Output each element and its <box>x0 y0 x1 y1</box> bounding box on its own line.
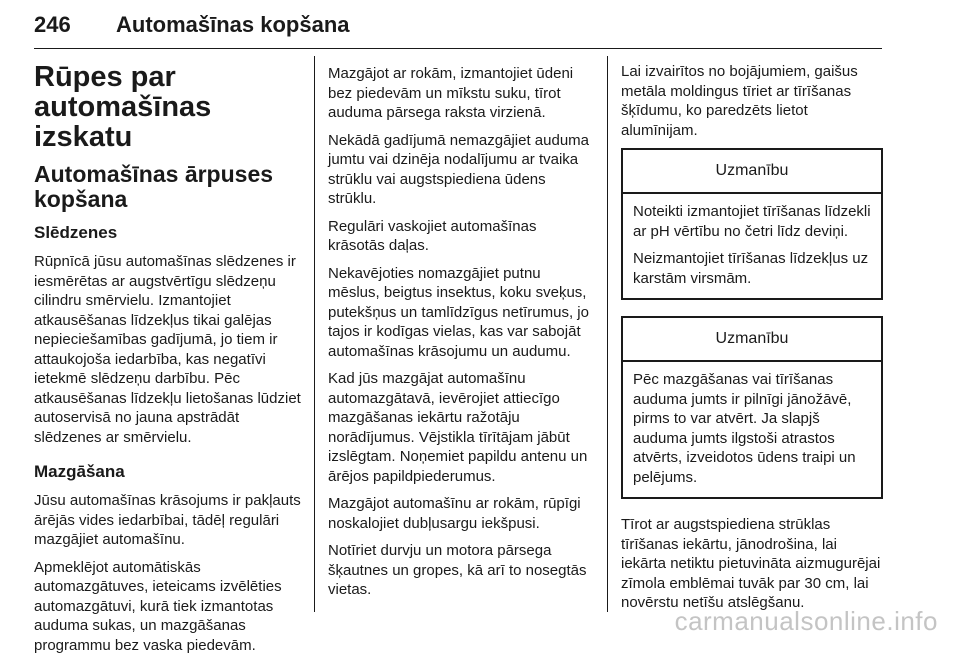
paragraph: Tīrot ar augstspiediena strūklas tīrīšanas iekārtu, jānodrošina, lai iekārta netiktu pietuvināta aizmugurējai zīmola emblēmai tuvāk par 30 cm, lai novērstu netīšu atslēgšanu. <box>621 516 881 611</box>
paragraph: Notīriet durvju un motora pārsega šķautnes un gropes, kā arī to nosegtās vietas. <box>328 542 587 598</box>
paragraph: Nekavējoties nomazgājiet putnu mēslus, beigtus insektus, koku sveķus, putekšņus un tamlīdzīgus netīrumus, jo tajos ir kodīgas vielas, kas var sabojāt automašīnas krāsojumu un audumu. <box>328 264 589 360</box>
section-title: Automašīnas ārpuses kopšana <box>34 161 274 212</box>
notice-body <box>623 194 881 298</box>
notice-box-2 <box>621 316 883 499</box>
column-divider-2 <box>607 56 608 612</box>
paragraph: Regulāri vaskojiet automašīnas krāsotās daļas. <box>328 217 537 254</box>
column-1 <box>34 62 304 663</box>
column-divider-1 <box>314 56 315 612</box>
paragraph: Lai izvairītos no bojājumiem, gaišus metāla moldingus tīriet ar tīrīšanas šķīdumu, ko paredzēts lietot alumīnijam. <box>621 63 858 139</box>
paragraph: Rūpnīcā jūsu automašīnas slēdzenes ir iesmērētas ar augstvērtīgu slēdzeņu cilindru smērvielu. Izmantojiet atkausēšanas līdzekļus tikai galējas nepieciešamības gadījumā, jo tiem ir attaukojoša iedarbība, kas negatīvi ietekmē slēdzeņu darbību. Pēc atkausēšanas līdzekļu lietošanas lūdziet autoservisā no jauna apstrādāt slēdzenes ar smērvielu. <box>34 253 301 446</box>
notice-title: Uzmanību <box>623 318 881 362</box>
running-title: Automašīnas kopšana <box>116 12 350 37</box>
paragraph: Kad jūs mazgājat automašīnu automazgātavā, ievērojiet attiecīgo mazgāšanas iekārtu ražotāju norādījumus. Vējstikla tīrītājam jābūt izslēgtam. Noņemiet papildu antenu un ārējos papildpiederumus. <box>328 370 588 485</box>
paragraph: Mazgājot automašīnu ar rokām, rūpīgi noskalojiet dubļusargu iekšpusi. <box>328 495 581 532</box>
subheading-locks: Slēdzenes <box>34 223 118 242</box>
column-2 <box>328 62 594 608</box>
paragraph: Apmeklējot automātiskās automazgātuves, ieteicams izvēlēties automazgātuvi, kurā tiek izmantotas auduma sukas, un mazgāšanas programmu bez vaska piedevām. <box>34 558 282 654</box>
page-header <box>34 8 882 49</box>
notice-box-1 <box>621 148 883 300</box>
notice-text: Neizmantojiet tīrīšanas līdzekļus uz karstām virsmām. <box>633 250 869 287</box>
notice-text: Noteikti izmantojiet tīrīšanas līdzekli ar pH vērtību no četri līdz deviņi. <box>633 203 871 240</box>
notice-body <box>623 362 881 497</box>
watermark: carmanualsonline.info <box>674 606 938 636</box>
paragraph: Jūsu automašīnas krāsojums ir pakļauts ārējās vides iedarbībai, tādēļ regulāri mazgājiet automašīnu. <box>34 492 301 548</box>
subheading-washing: Mazgāšana <box>34 462 125 481</box>
page-number: 246 <box>34 12 71 37</box>
paragraph: Nekādā gadījumā nemazgājiet auduma jumtu vai dzinēja nodalījumu ar tvaika strūklu vai augstspiediena ūdens strūklu. <box>328 131 589 207</box>
chapter-title: Rūpes par automašīnas izskatu <box>34 61 212 153</box>
notice-title: Uzmanību <box>623 150 881 194</box>
paragraph: Mazgājot ar rokām, izmantojiet ūdeni bez piedevām un mīkstu suku, tīrot auduma pārsega raksta virzienā. <box>328 65 574 121</box>
notice-text: Pēc mazgāšanas vai tīrīšanas auduma jumts ir pilnīgi jānožāvē, pirms to var atvērt. Ja slapjš auduma jumts ilgstoši atrastos atvērts, izveidotos ūdens traipi un pelējums. <box>633 371 856 486</box>
column-3 <box>621 62 883 621</box>
